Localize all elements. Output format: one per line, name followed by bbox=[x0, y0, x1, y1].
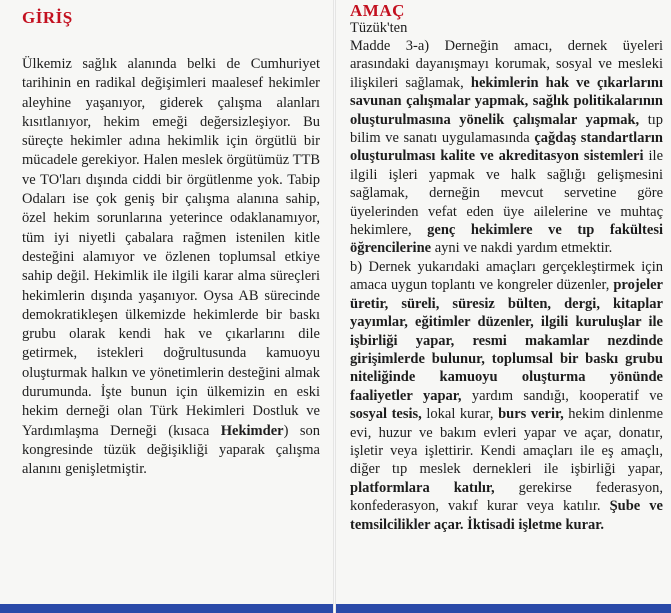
text-run: ayni ve nakdi yardım etmektir. bbox=[431, 240, 613, 257]
article-3b-paragraph bbox=[350, 258, 663, 534]
text-run: yardım sandığı, kooperatif ve bbox=[461, 387, 663, 404]
bottom-color-band bbox=[0, 604, 333, 613]
text-run: b) Dernek yukarıdaki amaçları gerçekleştirmek için amaca uygun toplantı ve kongreler düzenler, bbox=[350, 258, 663, 294]
text-run: ) son kongresinde tüzük değişikliği yaparak çalışma alanını genişletmiştir. bbox=[22, 422, 320, 478]
text-run: tıp bilim ve sanatı uygulamasında bbox=[350, 111, 664, 147]
bold-run: projeler üretir, süreli, süresiz bülten, dergi, kitaplar yayımlar, eğitimler düzenler, ilgili kuruluşlar ile işbirliği yapar, resmi makamlar nezdinde girişimlerde bulunur, toplumsal bir baskı grubu niteliğinde kamuoyu oluşturma yönünde faaliyetler yapar, bbox=[350, 277, 663, 404]
text-run: lokal kurar, bbox=[421, 406, 499, 423]
purpose-heading: AMAÇ bbox=[350, 1, 405, 20]
bold-run: sosyal tesis, bbox=[350, 406, 422, 423]
bold-run: platformlara katılır, bbox=[350, 479, 495, 496]
text-run: ile ilgili işleri yapmak ve halk sağlığı gelişmesini sağlamak, derneğin mevcut servetine göre üyelerinden vefat eden üye ailelerine ve muhtaç hekimlere, bbox=[350, 148, 663, 239]
bold-run: Şube ve temsilcilikler açar. İktisadi işletme kurar. bbox=[350, 498, 663, 533]
statute-source-label: Tüzük'ten bbox=[350, 20, 408, 36]
intro-paragraph bbox=[10, 55, 324, 480]
text-run: gerekirse federasyon, konfederasyon, vakıf kurar veya katılır. bbox=[350, 479, 663, 515]
purpose-column bbox=[336, 0, 671, 613]
intro-column bbox=[0, 0, 334, 613]
text-run: Ülkemiz sağlık alanında belki de Cumhuriyet tarihinin en radikal değişimleri maalesef hekimler aleyhine yaşanıyor, giderek çalışma alanları kısıtlanıyor, hekim emeği değersizleşiyor. Bu süreçte hekimler adına hekimlik için örgütlü bir mücadele gerekiyor. Halen meslek örgütümüz TTB ve TO'ları dışında ciddi bir örgütlenme yok. Tabip Odaları ise çok geniş bir çalışma alanına sahip, özel hekim sorunlarına yeterince odaklanamıyor, tüm iyi niyetli çabalara rağmen istenilen kitle desteğini alamıyor ve özlenen toplumsal etkiye sahip değil. Hekimlik ile ilgili karar alma süreçleri hekimlerin dışında yaşanıyor. Oysa AB sürecinde demokratikleşen ülkemizde hekimlerde bir baskı grubu olarak kendi hak ve çıkarlarını dile getirmek, istekleri doğrultusunda kamuoyu oluşturmak halkın ve yönetimlerin desteğini almak durumunda. İşte bunun için ülkemizin en eski hekim derneği olan Türk Hekimleri Dostluk ve Yardımlaşma Derneği (kısaca bbox=[22, 56, 320, 439]
text-run: Madde 3-a) Derneğin amacı, dernek üyeleri arasındaki dayanışmayı korumak, sosyal ve mesleki ilişkileri sağlamak, bbox=[350, 38, 663, 91]
intro-heading: GİRİŞ bbox=[22, 8, 73, 27]
article-3a-paragraph bbox=[350, 37, 663, 258]
bottom-color-band bbox=[336, 604, 671, 613]
text-run: hekim dinlenme evi, huzur ve bakım evleri yapar ve açar, donatır, işletir veya işlettirir. Kendi amaçları ile eş amaçlı, diğer tıp meslek dernekleri ile işbirliği yapar, bbox=[350, 406, 663, 478]
bold-run: çağdaş standartların oluşturulması kalite ve akreditasyon sistemleri bbox=[350, 130, 663, 165]
bold-run: hekimlerin hak ve çıkarlarını savunan çalışmalar yapmak, sağlık politikalarının oluşturulmasına yönelik çalışmalar yapmak, bbox=[350, 74, 664, 128]
hekimder-name: Hekimder bbox=[220, 422, 284, 439]
bold-run: genç hekimlere ve tıp fakültesi öğrencilerine bbox=[350, 222, 663, 257]
bold-run: burs verir, bbox=[498, 406, 564, 423]
